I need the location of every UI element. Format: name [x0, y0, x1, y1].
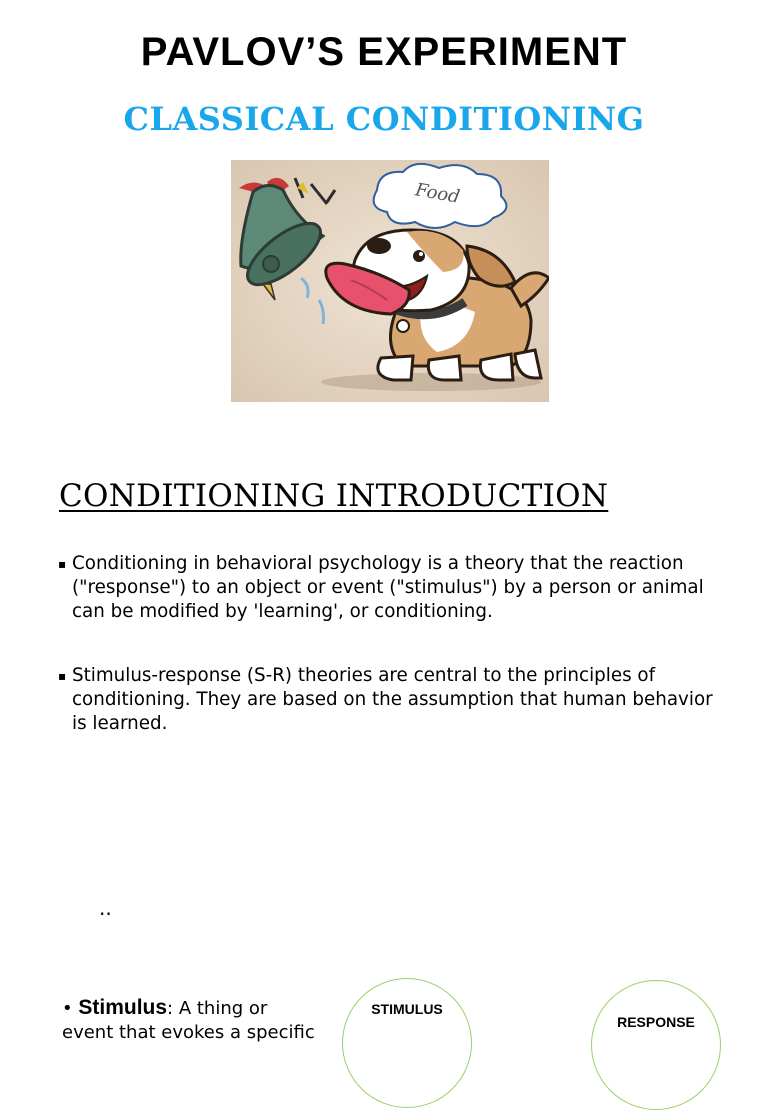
- thought-bubble-text: Food: [413, 179, 462, 208]
- pavlov-dog-bell-illustration: [231, 160, 549, 402]
- response-circle-label: RESPONSE: [617, 1014, 695, 1030]
- ellipsis-text: ..: [99, 896, 112, 920]
- stimulus-term: Stimulus: [78, 996, 168, 1019]
- bullet-marker: ▪: [58, 669, 67, 683]
- response-circle: [591, 980, 721, 1110]
- stimulus-definition-text: : A thing or event that evokes a specific: [62, 998, 315, 1043]
- bullet-text: Conditioning in behavioral psychology is a theory that the reaction ("response") to an object or event ("stimulus") by a person or animal can be modified by 'learning', or conditioning.: [72, 553, 704, 622]
- section-heading: CONDITIONING INTRODUCTION: [59, 478, 609, 514]
- stimulus-circle-label: STIMULUS: [371, 1001, 443, 1017]
- bullet-marker: •: [62, 998, 73, 1019]
- bullet-text: Stimulus-response (S-R) theories are central to the principles of conditioning. They are based on the assumption that human behavior is learned.: [72, 665, 713, 734]
- list-item: [58, 552, 718, 624]
- page-title: PAVLOV’S EXPERIMENT: [140, 30, 628, 74]
- list-item: [58, 664, 718, 736]
- stimulus-circle: [342, 978, 472, 1108]
- page-subtitle: CLASSICAL CONDITIONING: [123, 100, 645, 138]
- bullet-list: [58, 552, 718, 776]
- stimulus-definition: [62, 996, 322, 1045]
- bullet-marker: ▪: [58, 557, 67, 571]
